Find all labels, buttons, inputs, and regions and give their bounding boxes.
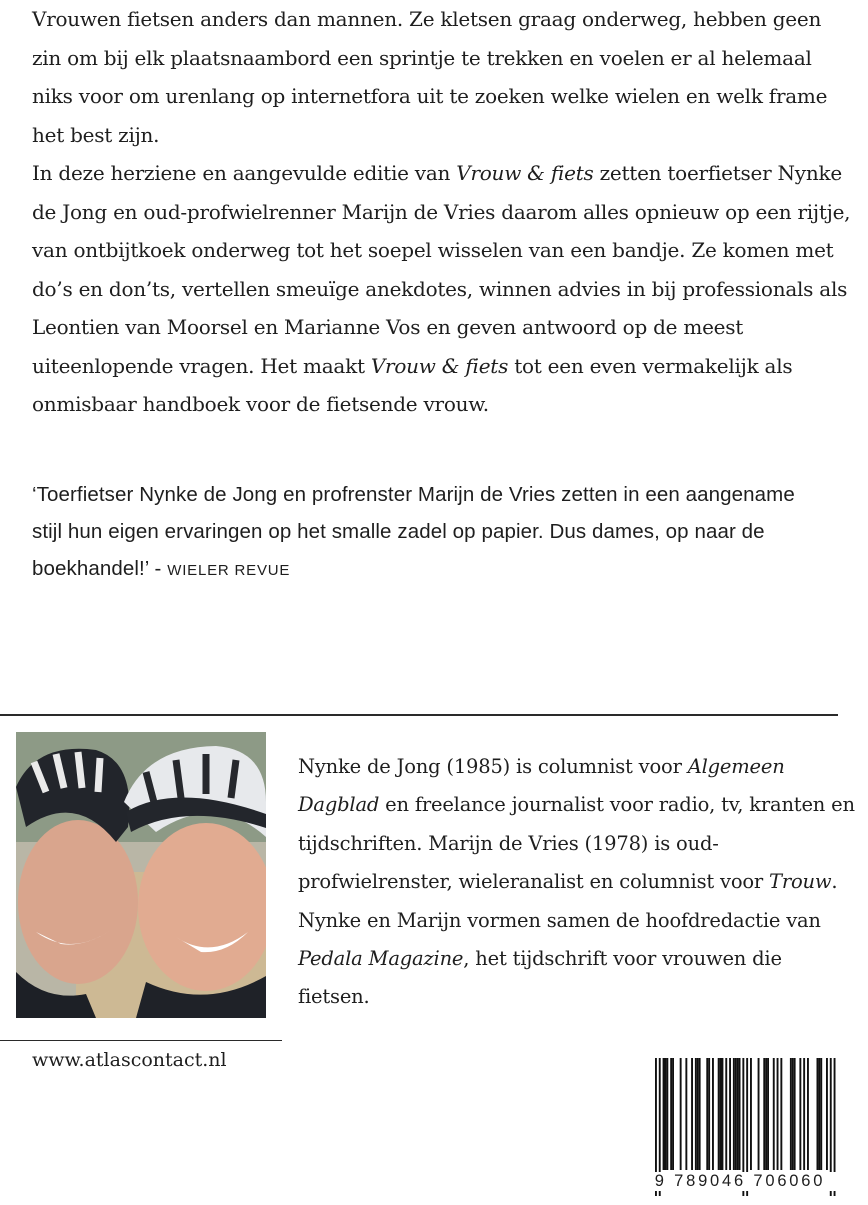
barcode-bar [794,1058,796,1170]
barcode-bar [807,1058,809,1170]
barcode-bar [725,1058,727,1170]
description-paragraph-2 [32,154,852,424]
barcode-bar [708,1058,710,1170]
barcode-bar [697,1058,699,1170]
book-description [32,0,852,424]
bio-text: , het tijdschrift voor vrouwen die fietsen. [298,947,782,1009]
author-bio [298,748,858,1017]
barcode-bar [685,1058,687,1170]
publication-name: Algemeen Dagblad [298,755,785,817]
barcode-bar [722,1058,724,1170]
barcode-bar [680,1058,682,1170]
author-photo-illustration [16,732,266,1018]
quote-text: ‘Toerfietser Nynke de Jong en profrenster Marijn de Vries zetten in een aangename stijl hun eigen ervaringen op het smalle zadel op papier. Dus dames, op naar de boekhandel!’ [32,483,795,580]
barcode-bar [758,1058,760,1170]
publication-name: Trouw [769,870,832,894]
barcode-bar [790,1058,792,1170]
barcode-bar [733,1058,735,1170]
barcode-bar [818,1058,820,1170]
barcode-bar [706,1058,708,1170]
barcode-bar [735,1058,737,1170]
barcode-bar [699,1058,701,1170]
barcode-bar [763,1058,765,1170]
quote-source: WIELER REVUE [167,562,291,579]
quote-dash: - [148,557,168,580]
barcode-bar [792,1058,794,1170]
barcode-bar [737,1058,739,1170]
barcode-bar [729,1058,731,1170]
barcode-bar [817,1058,819,1170]
barcode-bar [720,1058,722,1170]
press-quote [32,476,822,589]
barcode-bar [670,1058,672,1170]
barcode-bar [672,1058,674,1170]
barcode-bar [799,1058,801,1170]
barcode-bar [767,1058,769,1170]
section-divider [0,714,838,716]
bio-text: Nynke de Jong (1985) is columnist voor [298,755,688,778]
description-text: In deze herziene en aangevulde editie van [32,161,457,185]
barcode-bar [765,1058,767,1170]
book-title: Vrouw & fiets [370,353,509,378]
barcode-bar [718,1058,720,1170]
barcode-bar [777,1058,779,1170]
barcode-bar [820,1058,822,1170]
publisher-website[interactable]: www.atlascontact.nl [0,1040,282,1071]
isbn-number: 9 789046 706060 [642,1172,838,1191]
barcode-bar [712,1058,714,1170]
barcode-bar [773,1058,775,1170]
description-text: zetten toerfietser Nynke de Jong en oud-profwielrenner Marijn de Vries daarom alles opnieuw op een rijtje, van ontbijtkoek onderweg tot het soepel wisselen van een bandje. Ze komen met do’s en don’ts, vertellen smeuïge anekdotes, winnen advies in bij professionals als Leontien van Moorsel en Marianne Vos en geven antwoord op de meest uiteenlopende vragen. Het maakt [32,161,851,378]
book-title: Vrouw & fiets [456,161,594,185]
author-photo [16,732,266,1018]
description-text: tot een even vermakelijk als onmisbaar handboek voor de fietsende vrouw. [32,353,793,416]
barcode-bar [663,1058,665,1170]
publication-name: Pedala Magazine [298,947,464,971]
barcode-bar [665,1058,667,1170]
bio-text: en freelance journalist voor radio, tv, kranten en tijdschriften. Marijn de Vries (1978) is oud-profwielrenster, wieleranalist en columnist voor [298,793,855,894]
barcode-bar [691,1058,693,1170]
barcode-bar [750,1058,752,1170]
bio-text: . Nynke en Marijn vormen samen de hoofdredactie van [298,870,838,932]
barcode-bar [780,1058,782,1170]
barcode-bar [826,1058,828,1170]
barcode-bar [739,1058,741,1170]
barcode-bar [666,1058,668,1170]
description-paragraph-1: Vrouwen fietsen anders dan mannen. Ze kletsen graag onderweg, hebben geen zin om bij elk plaatsnaambord een sprintje te trekken en voelen er al helemaal niks voor om urenlang op internetfora uit te zoeken welke wielen en welk frame het best zijn. [32,7,828,147]
barcode-bar [695,1058,697,1170]
barcode-bar [803,1058,805,1170]
